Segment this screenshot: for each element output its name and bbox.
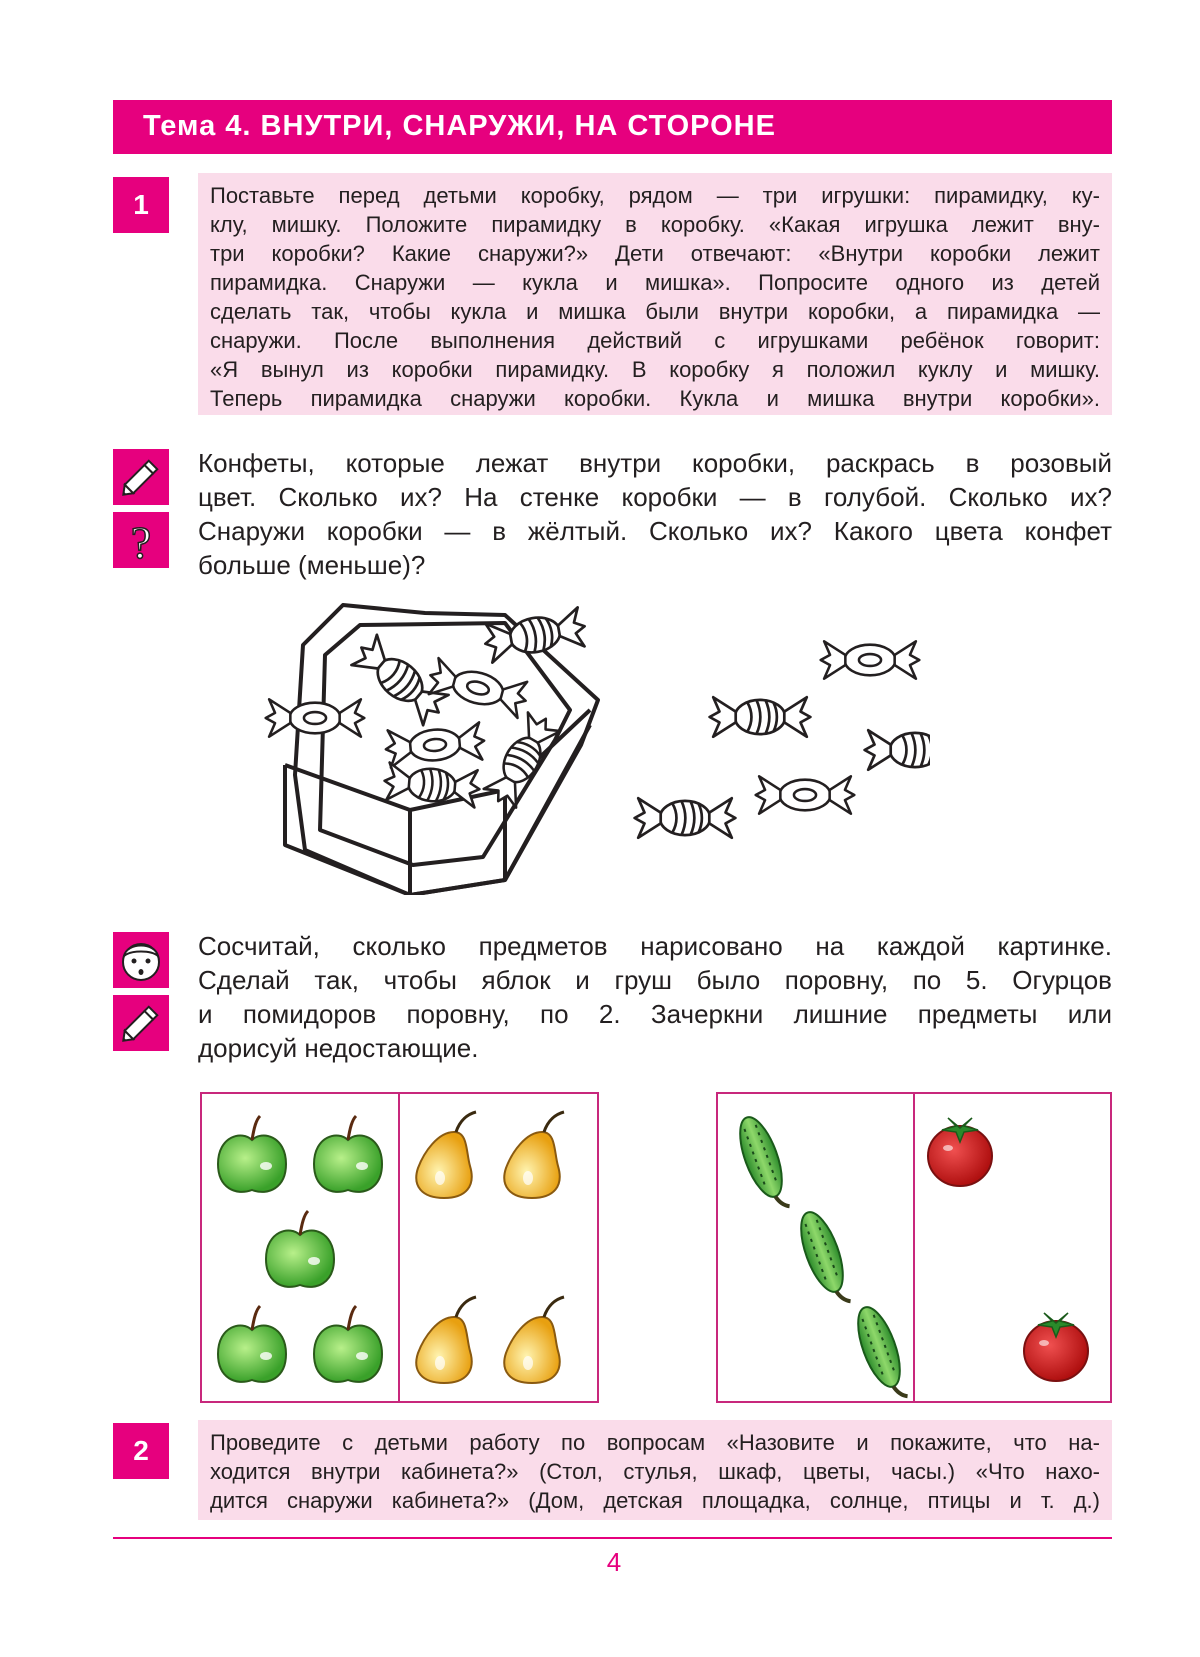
candy-outside <box>821 641 920 678</box>
text-line: «Я вынул из коробки пирамидку. В коробку я положил куклу и мишку. <box>210 357 1100 382</box>
text-line: больше (меньше)? <box>198 550 426 580</box>
text-line: Снаружи коробки — в жёлтый. Сколько их? Какого цвета конфет <box>198 516 1112 546</box>
candy-in-box <box>482 607 588 664</box>
task-2-number: 2 <box>113 1423 169 1479</box>
candy-in-box <box>384 722 485 768</box>
candies-illustration <box>250 590 930 890</box>
apples-pears-illustration <box>200 1092 600 1403</box>
candy-outside <box>710 697 811 737</box>
pear <box>504 1112 564 1198</box>
cucumber <box>793 1207 857 1310</box>
task-2-text <box>210 1428 1100 1515</box>
pear <box>416 1112 476 1198</box>
text-line: Теперь пирамидка снаружи коробки. Кукла и мишка внутри коробки». <box>210 386 1100 411</box>
text-line: три коробки? Какие снаружи?» Дети отвечают: «Внутри коробки лежит <box>210 241 1100 266</box>
apple <box>314 1116 382 1192</box>
tomato <box>928 1118 992 1186</box>
task-1-number: 1 <box>113 177 169 233</box>
candy-outside <box>756 776 855 813</box>
page-title: Тема 4. ВНУТРИ, СНАРУЖИ, НА СТОРОНЕ <box>143 110 776 142</box>
candy-outside <box>635 798 736 838</box>
task-1-text <box>210 181 1100 413</box>
candy-in-box <box>426 657 531 719</box>
svg-text:?: ? <box>130 517 152 566</box>
page-number: 4 <box>606 1547 622 1577</box>
text-line: Проведите с детьми работу по вопросам «Назовите и покажите, что на- <box>210 1430 1100 1455</box>
text-line: снаружи. После выполнения действий с игрушками ребёнок говорит: <box>210 328 1100 353</box>
cucumber <box>850 1302 914 1403</box>
text-line: пирамидка. Снаружи — кукла и мишка». Попросите одного из детей <box>210 270 1100 295</box>
apple <box>218 1306 286 1382</box>
text-line: сделать так, чтобы кукла и мишка были внутри коробки, а пирамидка — <box>210 299 1100 324</box>
candy-in-box <box>383 762 481 808</box>
tomato <box>1024 1313 1088 1381</box>
candy-in-box <box>482 709 562 810</box>
candies-task-text <box>198 446 1112 582</box>
footer-divider <box>113 1537 1112 1539</box>
text-line: дорисуй недостающие. <box>198 1033 479 1063</box>
apple <box>218 1116 286 1192</box>
candy-outside <box>266 699 365 736</box>
cucumbers-tomatoes-illustration <box>716 1092 1112 1403</box>
text-line: Поставьте перед детьми коробку, рядом — три игрушки: пирамидку, ку- <box>210 183 1100 208</box>
candy-outside <box>865 730 930 770</box>
count-task-text <box>198 929 1112 1065</box>
text-line: клу, мишку. Положите пирамидку в коробку. «Какая игрушка лежит вну- <box>210 212 1100 237</box>
cucumber <box>732 1112 796 1215</box>
apple <box>314 1306 382 1382</box>
pear <box>416 1297 476 1383</box>
text-line: Сосчитай, сколько предметов нарисовано на каждой картинке. <box>198 931 1112 961</box>
apple <box>266 1211 334 1287</box>
pencil-icon <box>113 449 169 505</box>
question-icon <box>113 512 169 568</box>
text-line: ходится внутри кабинета?» (Стол, стулья, шкаф, цветы, часы.) «Что нахо- <box>210 1459 1100 1484</box>
pear <box>504 1297 564 1383</box>
text-line: цвет. Сколько их? На стенке коробки — в голубой. Сколько их? <box>198 482 1112 512</box>
text-line: дится снаружи кабинета?» (Дом, детская площадка, солнце, птицы и т. д.) <box>210 1488 1100 1513</box>
pencil-icon <box>113 995 169 1051</box>
thinking-boy-icon <box>113 932 169 988</box>
text-line: и помидоров поровну, по 2. Зачеркни лишние предметы или <box>198 999 1112 1029</box>
text-line: Конфеты, которые лежат внутри коробки, раскрась в розовый <box>198 448 1112 478</box>
text-line: Сделай так, чтобы яблок и груш было поровну, по 5. Огурцов <box>198 965 1112 995</box>
